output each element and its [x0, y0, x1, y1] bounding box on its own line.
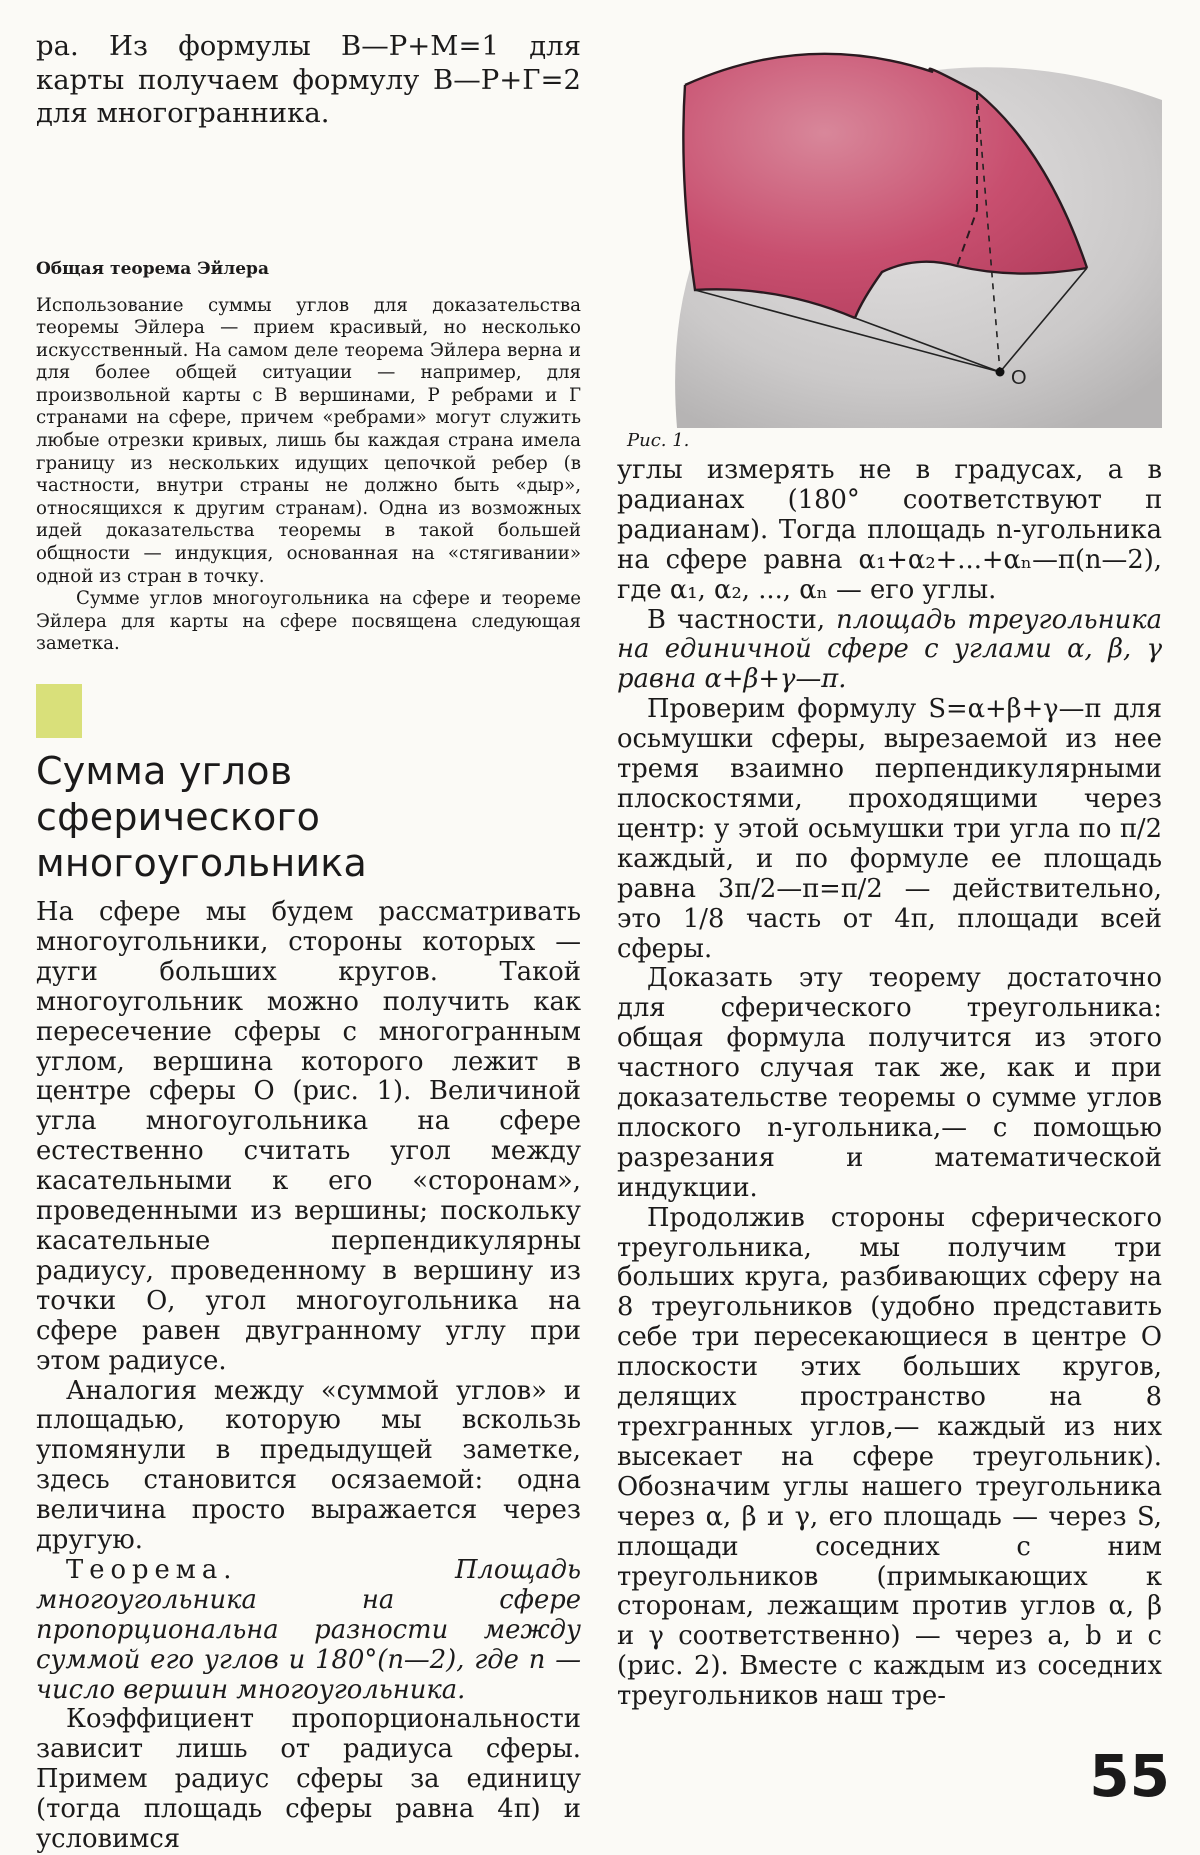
- theorem-paragraph: [36, 1556, 581, 1706]
- left-column: [36, 30, 581, 1855]
- body-paragraph: Доказать эту теорему достаточно для сферического треугольника: общая формула получится из этого частного случая так же, как и при доказательстве теоремы о сумме углов плоского n-угольника,— с помощью разрезания и математической индукции.: [617, 963, 1162, 1203]
- spherical-polygon-illustration: [617, 30, 1162, 428]
- theorem-text: Площадь многоугольника на сфере пропорциональна разности между суммой его углов и 180°(n—2), где n — число вершин многоугольника.: [36, 1554, 581, 1705]
- body-paragraph: Продолжив стороны сферического треугольника, мы получим три больших круга, разбивающих сферу на 8 треугольников (удобно представить себе три пересекающиеся в центре О плоскости этих больших кругов, делящих пространство на 8 трехгранных углов,— каждый из них высекает на сфере треугольник). Обозначим углы нашего треугольника через α, β и γ, его площадь — через S, площади соседних с ним треугольников (примыкающих к сторонам, лежащим против углов α, β и γ соответственно) — через a, b и c (рис. 2). Вместе с каждым из соседних треугольников наш тре-: [617, 1202, 1162, 1712]
- body-paragraph: Аналогия между «суммой углов» и площадью, которую мы вскользь упомянули в предыдущей заметке, здесь становится осязаемой: одна величина просто выражается через другую.: [36, 1375, 581, 1556]
- figure-1: [617, 30, 1162, 451]
- sidebar-title: Общая теорема Эйлера: [36, 258, 269, 279]
- italic-statement-paragraph: [617, 606, 1162, 696]
- sidebar-paragraph: Сумме углов многоугольника на сфере и теореме Эйлера для карты на сфере посвящена следующая заметка.: [36, 588, 581, 655]
- article-title: Сумма углов сферического многоугольника: [36, 749, 367, 885]
- article-body-right: [617, 456, 1162, 1712]
- statement-lead: В частности,: [647, 604, 826, 635]
- sidebar-paragraph: Использование суммы углов для доказательства теоремы Эйлера — прием красивый, но несколько искусственный. На самом деле теорема Эйлера верна и для более общей ситуации — например, для произвольной карты с В вершинами, Р ребрами и Г странами на сфере, причем «ребрами» могут служить любые отрезки кривых, лишь бы каждая страна имела границу из нескольких идущих цепочкой ребер (в частности, внутри страны не должно быть «дыр», относящихся к другим странам). Одна из возможных идей доказательства теоремы в такой большей общности — индукция, основанная на «стягивании» одной из стран в точку.: [36, 294, 581, 587]
- right-column: [617, 30, 1162, 1712]
- page-number: 55: [1089, 1742, 1170, 1810]
- statement-italic: площадь треугольника на единичной сфере с углами α, β, γ равна α+β+γ—π.: [617, 604, 1162, 695]
- body-paragraph: Проверим формулу S=α+β+γ—π для осьмушки сферы, вырезаемой из нее тремя взаимно перпендикулярными плоскостями, проходящими через центр: у этой осьмушки три угла по π/2 каждый, и по формуле ее площадь равна 3π/2—π=π/2 — действительно, это 1/8 часть от 4π, площади всей сферы.: [617, 694, 1162, 964]
- body-paragraph: углы измерять не в градусах, а в радианах (180° соответствуют π радианам). Тогда площадь n-угольника на сфере равна α₁+α₂+...+αₙ—π(n—2), где α₁, α₂, ..., αₙ — его углы.: [617, 455, 1162, 605]
- center-label: O: [1011, 367, 1027, 389]
- sidebar-box: [36, 259, 581, 657]
- section-marker: [36, 684, 82, 738]
- body-paragraph: На сфере мы будем рассматривать многоугольники, стороны которых — дуги больших кругов. Такой многоугольник можно получить как пересечение сферы с многогранным углом, вершина которого лежит в центре сферы О (рис. 1). Величиной угла многоугольника на сфере естественно считать угол между касательными к его «сторонам», проведенными из вершины; поскольку касательные перпендикулярны радиусу, проведенному в вершину из точки О, угол многоугольника на сфере равен двугранному углу при этом радиусе.: [36, 897, 581, 1376]
- lead-paragraph: ра. Из формулы В—Р+М=1 для карты получаем формулу В—Р+Г=2 для многогранника.: [36, 30, 581, 129]
- center-point: [996, 368, 1005, 377]
- article-body-left: [36, 898, 581, 1855]
- theorem-label: Теорема.: [66, 1554, 238, 1585]
- body-paragraph: Коэффициент пропорциональности зависит лишь от радиуса сферы. Примем радиус сферы за единицу (тогда площадь сферы равна 4π) и условимся: [36, 1704, 581, 1855]
- figure-caption: Рис. 1.: [627, 430, 690, 451]
